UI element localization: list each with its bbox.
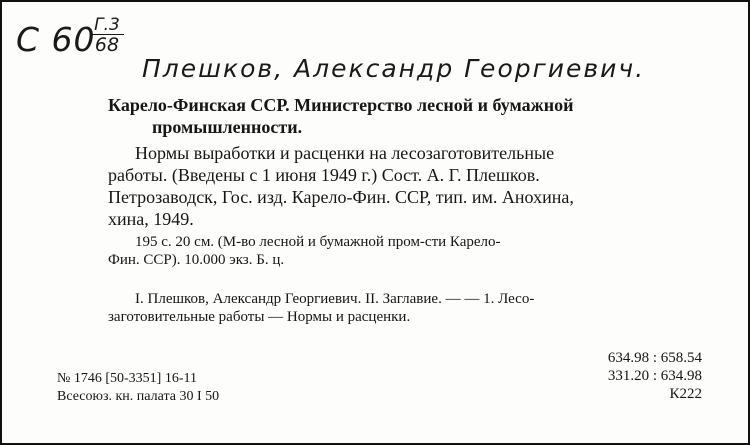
tracing-line-1: I. Плешков, Александр Георгиевич. II. Заглавие. — — 1. Лесо- bbox=[135, 291, 535, 307]
title-line-1: Нормы выработки и расценки на лесозаготовительные bbox=[135, 143, 555, 163]
shelf-fraction-bottom: 68 bbox=[94, 34, 120, 56]
handwritten-author: Плешков, Александр Георгиевич. bbox=[142, 54, 646, 83]
author-mark: К222 bbox=[669, 386, 702, 402]
shelf-mark: С 60 bbox=[16, 20, 96, 59]
title-line-3: Петрозаводск, Гос. изд. Карело-Фин. ССР, тип. им. Анохина, bbox=[108, 187, 574, 207]
title-line-2: работы. (Введены с 1 июня 1949 г.) Сост. А. Г. Плешков. bbox=[108, 165, 540, 185]
heading-line-2: промышленности. bbox=[152, 117, 303, 137]
registration-number: № 1746 [50-3351] 16-11 bbox=[57, 371, 197, 386]
classification-1: 634.98 : 658.54 bbox=[607, 350, 702, 366]
tracing-line-2: заготовительные работы — Нормы и расценки. bbox=[108, 309, 411, 325]
classification-2: 331.20 : 634.98 bbox=[607, 368, 702, 384]
collation-line-2: Фин. ССР). 10.000 экз. Б. ц. bbox=[108, 252, 285, 268]
heading-line-1: Карело-Финская ССР. Министерство лесной и бумажной bbox=[108, 95, 574, 115]
collation-line-1: 195 с. 20 см. (М-во лесной и бумажной пром-сти Карело- bbox=[135, 234, 501, 250]
shelf-fraction-top: Г.3 bbox=[90, 16, 124, 35]
title-line-4: хина, 1949. bbox=[108, 209, 194, 229]
book-chamber: Всесоюз. кн. палата 30 I 50 bbox=[57, 389, 220, 404]
shelf-fraction bbox=[90, 16, 124, 55]
